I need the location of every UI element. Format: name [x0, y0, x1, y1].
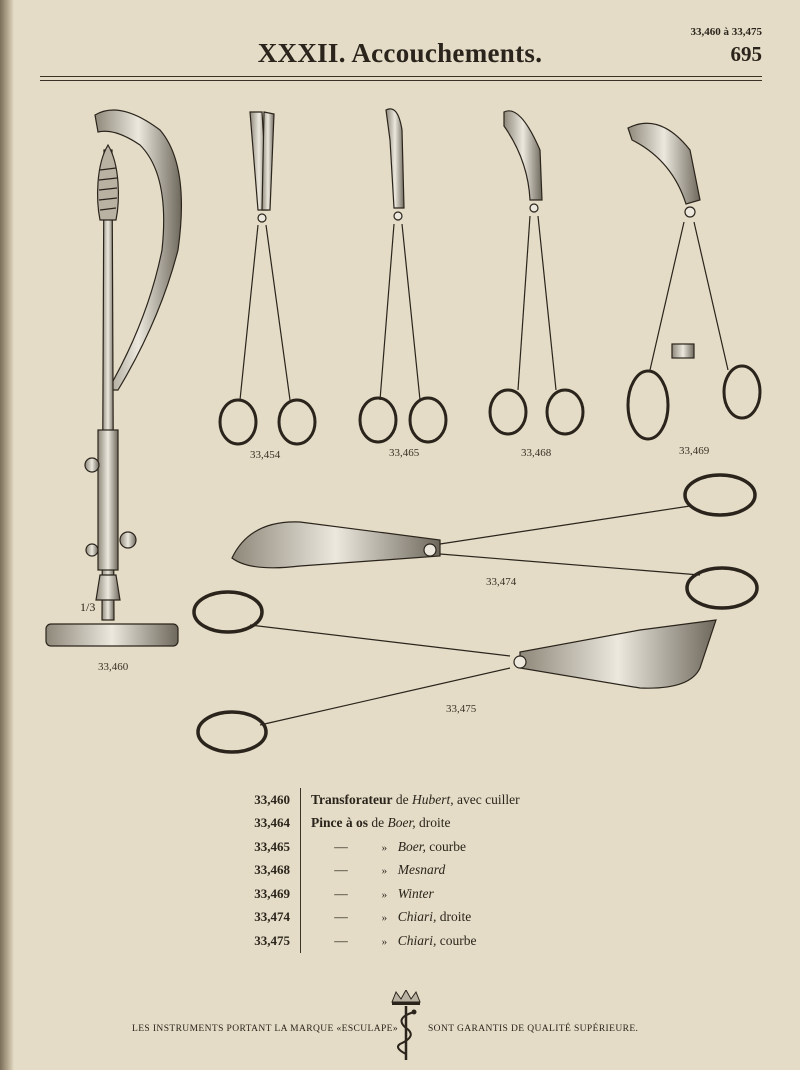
footer-left-text: LES INSTRUMENTS PORTANT LA MARQUE «ESCULAPE» [132, 1024, 399, 1034]
column-divider [300, 812, 301, 836]
item-note: courbe [439, 932, 477, 948]
page-title: XXXII. Accouchements. [257, 38, 543, 68]
forceps-33474-illustration [232, 475, 757, 608]
footer-right-text: SONT GARANTIS DE QUALITÉ SUPÉRIEURE. [428, 1024, 639, 1034]
item-maker: Chiari, [397, 932, 437, 948]
item-maker: Boer, [397, 838, 426, 854]
item-description [311, 815, 451, 831]
item-name: Transforateur [311, 791, 393, 807]
ditto-dash: — [334, 838, 348, 854]
figure-label: 33,465 [389, 447, 420, 459]
item-note: droite [419, 815, 451, 831]
item-code: 33,469 [254, 885, 290, 901]
item-range: 33,460 à 33,475 [690, 26, 762, 38]
item-code: 33,460 [254, 791, 290, 807]
catalog-row [248, 859, 520, 883]
item-maker: Boer, [387, 815, 416, 831]
ditto-dash: — [334, 862, 348, 878]
item-description [311, 839, 466, 855]
item-code: 33,468 [254, 862, 290, 878]
item-description [311, 792, 520, 808]
ditto-dash: — [334, 885, 348, 901]
catalog-row [248, 906, 520, 930]
item-maker: Hubert, [411, 791, 454, 807]
column-divider [300, 882, 301, 906]
item-code: 33,464 [254, 815, 290, 831]
catalog-row [248, 835, 520, 859]
page-number: 695 [730, 42, 762, 66]
forceps-33468-illustration [490, 111, 583, 434]
transforateur-illustration [46, 110, 181, 646]
ditto-dash: — [334, 932, 348, 948]
item-maker: Chiari, [397, 909, 437, 925]
item-connector: de [371, 815, 385, 831]
column-divider [300, 835, 301, 859]
figure-label: 33,460 [98, 661, 129, 673]
column-divider [300, 859, 301, 883]
ditto-mark: » [381, 912, 388, 925]
column-divider [300, 929, 301, 953]
item-description [311, 886, 434, 902]
forceps-33454-illustration [220, 112, 315, 444]
item-code: 33,465 [254, 838, 290, 854]
item-name: Pince à os [311, 815, 368, 831]
item-code: 33,474 [254, 909, 290, 925]
ditto-mark: » [381, 841, 388, 854]
column-divider [300, 788, 301, 812]
item-connector: de [395, 791, 409, 807]
item-code: 33,475 [254, 932, 290, 948]
figure-label: 33,474 [486, 576, 517, 588]
item-description [311, 909, 471, 925]
catalog-row [248, 788, 520, 812]
catalog-table [248, 788, 520, 953]
item-description [311, 862, 445, 878]
forceps-33475-illustration [194, 592, 716, 752]
item-description [311, 933, 477, 949]
item-note: courbe [429, 838, 466, 854]
column-divider [300, 906, 301, 930]
figure-label: 33,475 [446, 703, 477, 715]
figure-label: 33,468 [521, 447, 552, 459]
item-note: droite [439, 909, 472, 925]
catalog-row [248, 882, 520, 906]
ditto-mark: » [381, 865, 388, 878]
ditto-dash: — [334, 909, 348, 925]
forceps-33469-illustration [628, 123, 760, 439]
item-maker: Winter [397, 885, 434, 901]
item-note: avec cuiller [456, 791, 520, 807]
scale-note: 1/3 [80, 600, 96, 614]
item-maker: Mesnard [397, 862, 446, 878]
ditto-mark: » [381, 888, 388, 901]
figure-label: 33,469 [679, 445, 710, 457]
catalog-row [248, 812, 520, 836]
figure-label: 33,454 [250, 449, 281, 461]
esculape-trademark-icon [386, 990, 426, 1062]
ditto-mark: » [381, 935, 388, 948]
forceps-33465-illustration [360, 109, 446, 442]
catalog-row [248, 929, 520, 953]
